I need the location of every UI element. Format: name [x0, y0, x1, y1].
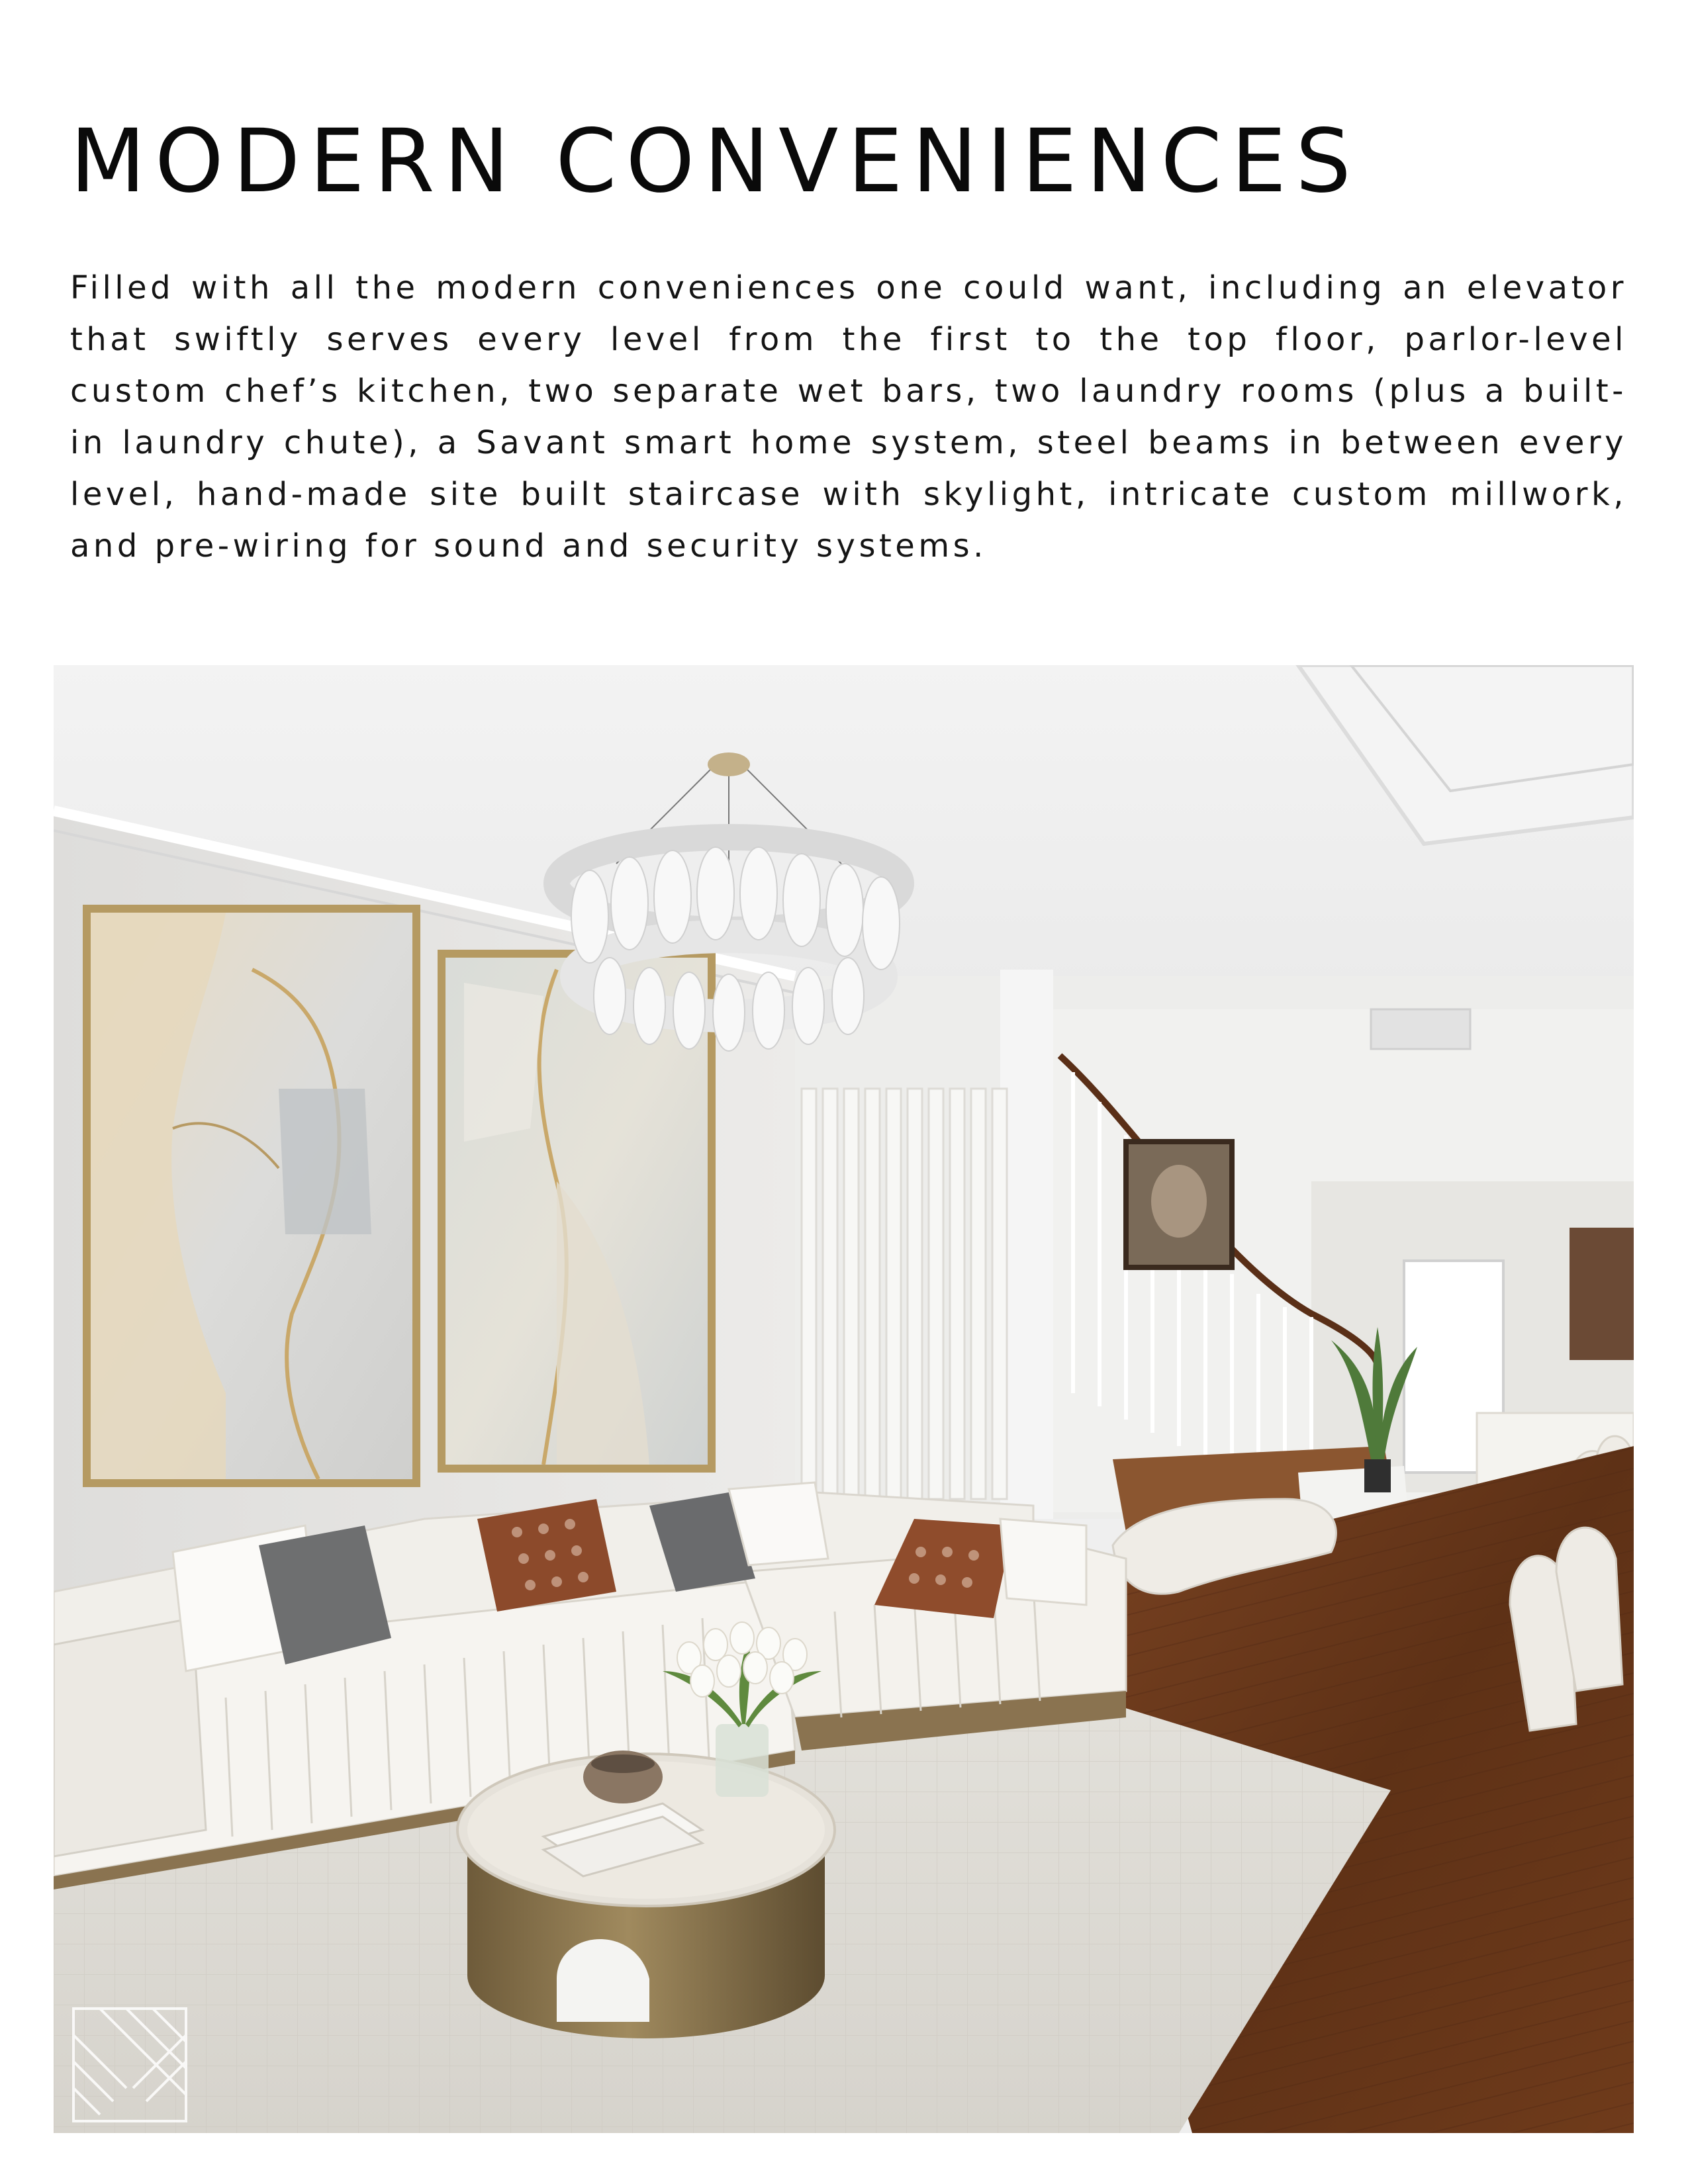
page-title: MODERN CONVENIENCES	[70, 111, 1360, 212]
body-paragraph: Filled with all the modern conveniences one could want, including an elevator that swiftly serves every level from the first to the top floor, parlor-level custom chef’s kitchen, two separate wet bars, two laundry rooms (plus a built-in laundry chute), a Savant smart home system, steel beams in between every level, hand-made site built staircase with skylight, intricate custom millwork, and pre-wiring for sound and security systems.	[70, 269, 1627, 565]
living-room-photo	[54, 665, 1634, 2133]
